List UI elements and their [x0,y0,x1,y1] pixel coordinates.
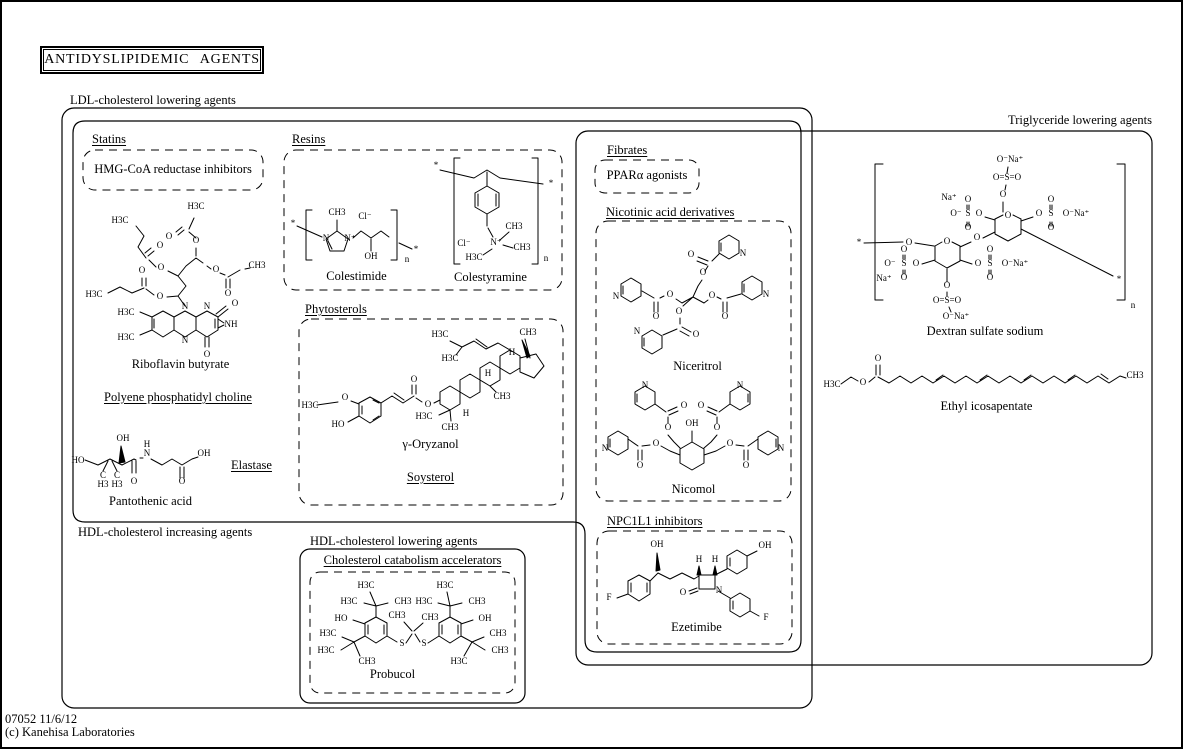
svg-text:H: H [462,408,470,418]
label-polyene-target[interactable]: Polyene phosphatidyl choline [104,390,252,404]
label-npc1l1[interactable]: NPC1L1 inhibitors [607,514,703,528]
label-ldl-group: LDL-cholesterol lowering agents [70,93,236,107]
label-ppar-target[interactable]: PPARα agonists [606,168,688,182]
svg-text:S: S [421,638,427,648]
svg-text:O: O [192,235,200,245]
svg-text:O: O [697,400,705,410]
svg-text:O: O [1035,208,1043,218]
svg-text:O: O [1047,222,1055,232]
drug-label-ezetimibe[interactable]: Ezetimibe [671,620,722,634]
label-statins[interactable]: Statins [92,132,127,146]
svg-text:O: O [680,400,688,410]
svg-text:N: N [181,335,189,345]
svg-text:O: O [699,267,707,277]
svg-text:O: O [664,422,672,432]
drug-label-oryzanol[interactable]: γ-Oryzanol [402,437,459,451]
drug-label-ethyl-icosapentate[interactable]: Ethyl icosapentate [940,399,1033,413]
svg-text:H3C: H3C [85,289,103,299]
svg-text:O: O [231,298,239,308]
svg-text:O=S=O: O=S=O [932,295,962,305]
label-hdl-increasing-group: HDL-cholesterol increasing agents [78,525,253,539]
svg-text:O⁻Na⁺: O⁻Na⁺ [942,311,970,321]
drug-label-dextran[interactable]: Dextran sulfate sodium [926,324,1044,338]
svg-text:CH3: CH3 [491,645,509,655]
svg-text:O: O [975,208,983,218]
structure-colestimide[interactable] [285,198,425,273]
svg-text:H3C: H3C [117,307,135,317]
svg-text:O: O [157,262,165,272]
svg-text:O: O [156,240,164,250]
svg-text:O: O [341,392,349,402]
svg-text:H: H [695,554,703,564]
svg-text:O⁻Na⁺: O⁻Na⁺ [1001,258,1029,268]
svg-text:n: n [543,253,549,263]
svg-text:H3C: H3C [301,400,319,410]
svg-text:O: O [138,265,146,275]
svg-text:*: * [856,237,862,247]
svg-text:F: F [763,612,769,622]
structure-dextran-sulfate-sodium[interactable] [855,148,1150,328]
svg-text:N: N [203,301,211,311]
svg-text:CH3: CH3 [421,612,439,622]
copyright: (c) Kanehisa Laboratories [5,725,135,739]
label-soysterol-target[interactable]: Soysterol [406,470,455,484]
label-phytosterols[interactable]: Phytosterols [305,302,367,316]
svg-text:CH3: CH3 [1126,370,1144,380]
svg-text:O: O [652,311,660,321]
svg-text:N: N [633,326,641,336]
svg-text:O: O [986,244,994,254]
title-box [40,46,264,74]
svg-text:O: O [692,329,700,339]
svg-text:H: H [484,368,492,378]
svg-text:O: O [964,194,972,204]
svg-text:H3C: H3C [340,596,358,606]
svg-text:CH3: CH3 [505,221,523,231]
svg-text:CH3: CH3 [513,242,531,252]
svg-text:O: O [212,264,220,274]
svg-text:OH: OH [478,613,492,623]
svg-text:O: O [708,290,716,300]
svg-text:O: O [666,289,674,299]
label-elastase-target[interactable]: Elastase [231,458,272,472]
svg-text:O⁻Na⁺: O⁻Na⁺ [1062,208,1090,218]
page-title: ANTIDYSLIPIDEMIC AGENTS [43,49,261,71]
svg-text:O⁻: O⁻ [950,208,962,218]
svg-text:S: S [1048,208,1054,218]
svg-text:CH3: CH3 [493,391,511,401]
svg-text:*: * [548,178,554,188]
svg-text:H3C: H3C [431,329,449,339]
svg-text:HO: HO [331,419,345,429]
svg-text:OH: OH [364,251,378,261]
svg-text:H: H [508,347,516,357]
svg-text:O: O [675,306,683,316]
drug-label-colestyramine[interactable]: Colestyramine [454,270,527,284]
svg-text:O: O [713,422,721,432]
svg-text:O: O [943,280,951,290]
svg-text:*: * [413,244,419,254]
svg-text:O: O [410,374,418,384]
svg-text:N⁺: N⁺ [344,233,356,243]
svg-text:O: O [203,349,211,359]
svg-text:*: * [433,160,439,170]
label-fibrates[interactable]: Fibrates [607,143,648,157]
svg-text:H: H [143,439,151,449]
svg-text:N: N [715,585,723,595]
svg-text:Cl⁻: Cl⁻ [358,211,372,221]
svg-text:H3C: H3C [450,656,468,666]
svg-text:O=S=O: O=S=O [992,172,1022,182]
svg-text:OH: OH [758,540,772,550]
label-resins[interactable]: Resins [292,132,326,146]
svg-text:H3C: H3C [436,580,454,590]
svg-text:H3C: H3C [317,645,335,655]
drug-label-probucol[interactable]: Probucol [369,667,416,681]
svg-text:O: O [900,244,908,254]
svg-text:O: O [424,399,432,409]
structure-riboflavin-butyrate[interactable] [68,196,293,364]
svg-text:O: O [974,258,982,268]
svg-text:H3C: H3C [357,580,375,590]
svg-text:O: O [165,231,173,241]
svg-text:O: O [679,587,687,597]
svg-text:O: O [973,232,981,242]
svg-text:HO: HO [334,613,348,623]
svg-text:N: N [322,233,330,243]
svg-text:OH: OH [116,433,130,443]
svg-text:HO: HO [71,455,85,465]
svg-text:CH3: CH3 [394,596,412,606]
svg-text:S: S [965,208,971,218]
svg-text:OH: OH [197,448,211,458]
structure-niceritrol[interactable] [600,228,790,360]
svg-text:CH3: CH3 [519,327,537,337]
svg-text:N: N [739,248,747,258]
svg-text:S: S [901,258,907,268]
svg-text:O: O [742,460,750,470]
svg-text:H3: H3 [97,479,109,489]
svg-text:CH3: CH3 [358,656,376,666]
structure-colestyramine[interactable] [430,148,565,273]
label-nicotinic[interactable]: Nicotinic acid derivatives [606,205,735,219]
svg-text:O: O [130,476,138,486]
svg-text:O: O [224,288,232,298]
label-catabolism[interactable]: Cholesterol catabolism accelerators [323,553,502,567]
svg-text:O: O [943,236,951,246]
svg-text:F: F [606,592,612,602]
svg-text:O: O [687,249,695,259]
svg-text:CH3: CH3 [388,610,406,620]
svg-text:N: N [762,289,770,299]
svg-text:S: S [399,638,405,648]
svg-text:O: O [859,377,867,387]
svg-text:CH3: CH3 [328,207,346,217]
svg-text:O: O [636,460,644,470]
svg-text:O: O [721,311,729,321]
drug-label-pantothenic[interactable]: Pantothenic acid [109,494,192,508]
structure-oryzanol[interactable] [300,322,560,434]
svg-text:Na⁺: Na⁺ [941,192,957,202]
structure-ethyl-icosapentate[interactable] [818,352,1148,404]
structure-pantothenic-acid[interactable] [66,428,301,498]
label-triglyceride-group: Triglyceride lowering agents [1008,113,1152,127]
svg-text:H3C: H3C [415,411,433,421]
svg-text:N: N [736,380,744,390]
drug-label-niceritrol[interactable]: Niceritrol [673,359,722,373]
svg-text:C: C [99,470,107,480]
drug-label-colestimide[interactable]: Colestimide [326,269,387,283]
svg-text:N: N [777,443,785,453]
svg-text:O: O [900,272,908,282]
drug-label-riboflavin[interactable]: Riboflavin butyrate [131,357,230,371]
structure-probucol[interactable] [312,578,512,670]
svg-text:O: O [178,476,186,486]
svg-text:O⁻Na⁺: O⁻Na⁺ [996,154,1024,164]
label-hdl-lowering-group: HDL-cholesterol lowering agents [310,534,478,548]
svg-text:*: * [290,218,296,228]
structure-ezetimibe[interactable] [600,533,790,621]
svg-text:N⁺: N⁺ [490,237,502,247]
svg-text:O: O [874,353,882,363]
svg-text:OH: OH [685,418,699,428]
svg-text:H3C: H3C [441,353,459,363]
svg-text:*: * [1116,274,1122,284]
svg-text:H3: H3 [111,479,123,489]
svg-text:CH3: CH3 [248,260,266,270]
label-hmgcoa-target[interactable]: HMG-CoA reductase inhibitors [94,162,252,176]
svg-text:H3C: H3C [823,379,841,389]
svg-text:C: C [113,470,121,480]
svg-text:O: O [905,237,913,247]
svg-text:O: O [652,438,660,448]
svg-text:O: O [1047,194,1055,204]
svg-text:S: S [987,258,993,268]
svg-text:N: N [181,301,189,311]
svg-text:H3C: H3C [117,332,135,342]
svg-text:Cl⁻: Cl⁻ [457,238,471,248]
svg-text:N: N [612,291,620,301]
svg-text:OH: OH [650,539,664,549]
svg-text:CH3: CH3 [468,596,486,606]
svg-text:O⁻: O⁻ [884,258,896,268]
svg-text:H3C: H3C [111,215,129,225]
svg-text:N: N [601,443,609,453]
svg-text:H: H [711,554,719,564]
drug-label-nicomol[interactable]: Nicomol [671,482,716,496]
svg-text:O: O [964,222,972,232]
svg-text:CH3: CH3 [441,422,459,432]
structure-nicomol[interactable] [600,378,790,480]
svg-text:Na⁺: Na⁺ [876,273,892,283]
svg-text:O: O [986,272,994,282]
map-id: 07052 11/6/12 [5,712,78,726]
svg-text:O: O [726,438,734,448]
svg-text:O: O [999,189,1007,199]
svg-text:O: O [912,258,920,268]
svg-text:N: N [143,448,151,458]
svg-text:n: n [404,254,410,264]
svg-text:H3C: H3C [415,596,433,606]
svg-text:H3C: H3C [187,201,205,211]
svg-text:H3C: H3C [465,252,483,262]
svg-text:O: O [156,291,164,301]
svg-text:CH3: CH3 [489,628,507,638]
svg-text:n: n [1130,300,1136,310]
svg-text:H3C: H3C [319,628,337,638]
svg-text:N: N [641,380,649,390]
svg-text:O: O [1004,210,1012,220]
svg-text:NH: NH [224,319,238,329]
